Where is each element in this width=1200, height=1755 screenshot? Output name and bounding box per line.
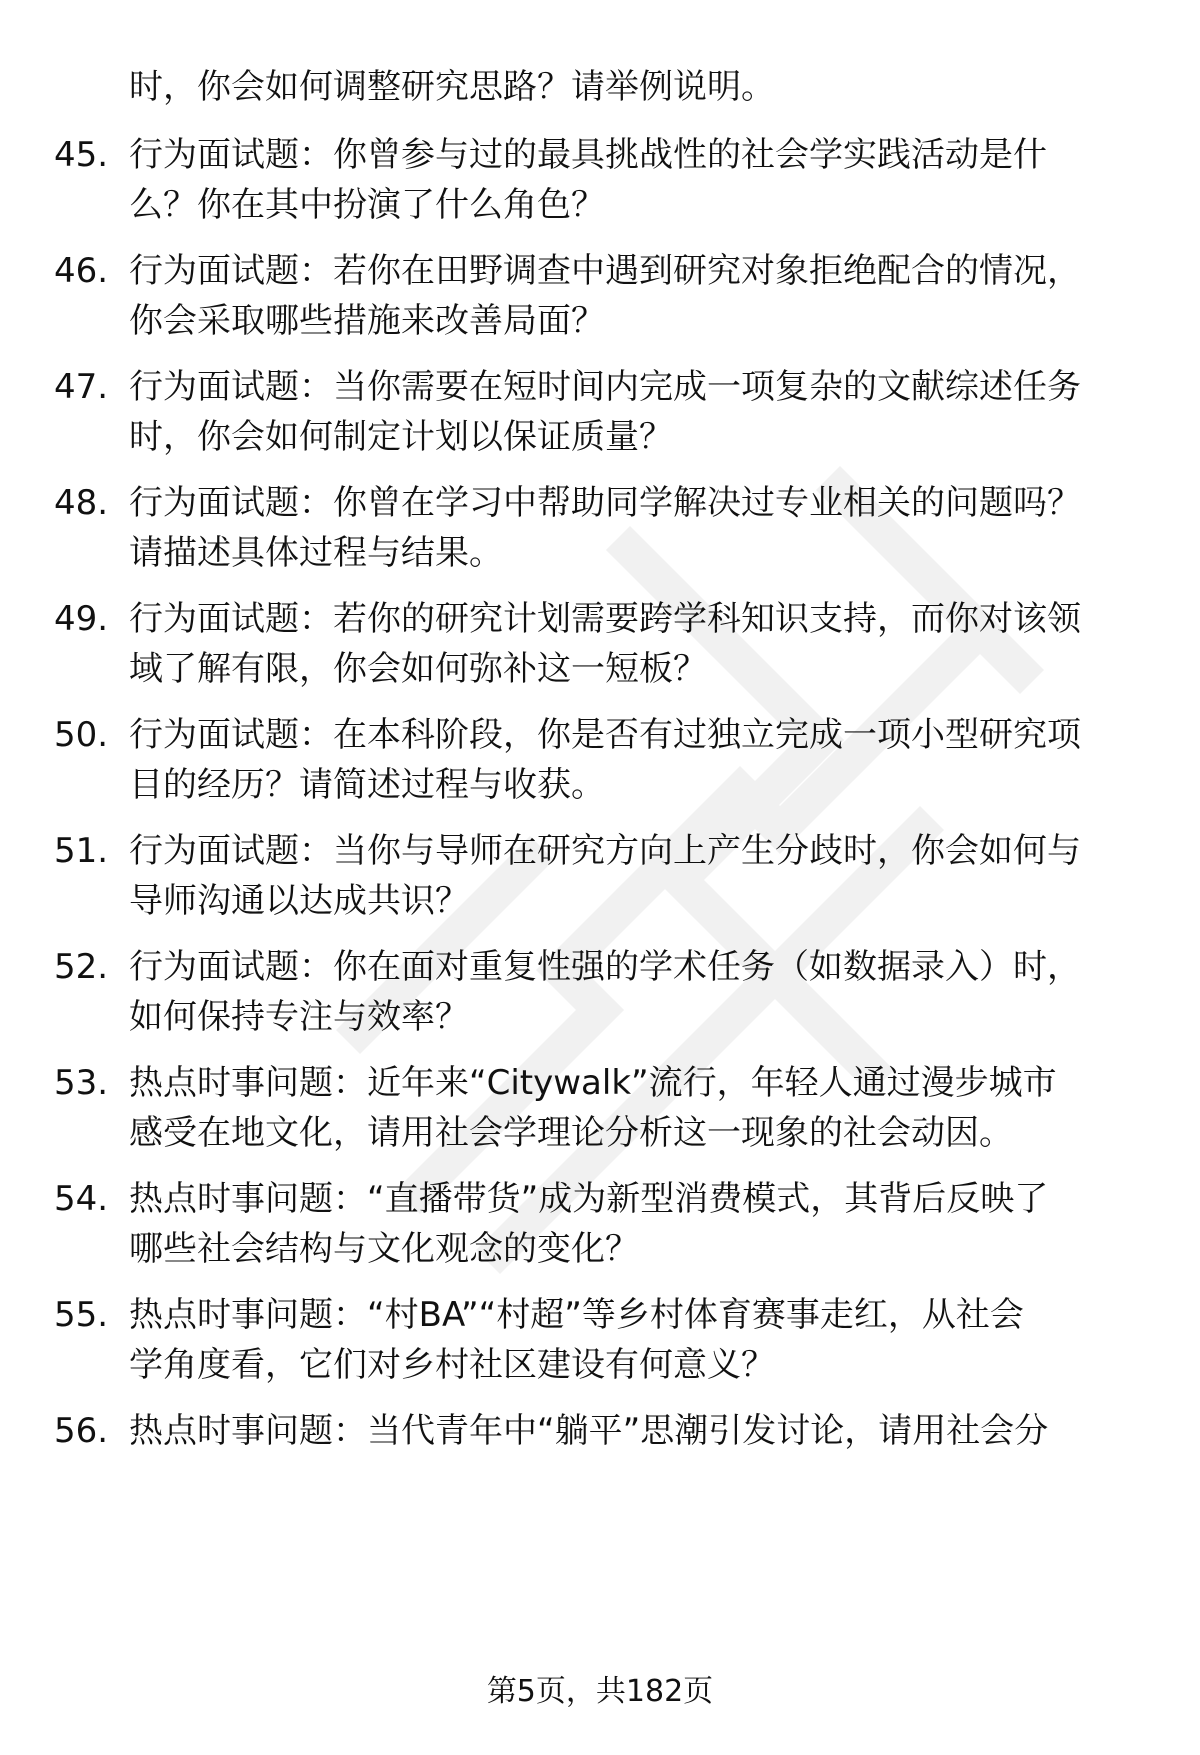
question-item-51	[54, 826, 1154, 926]
question-item-52	[54, 942, 1154, 1042]
question-text-line1: 热点时事问题：当代青年中“躺平”思潮引发讨论，请用社会分	[129, 1411, 1049, 1451]
question-text-line2: 请描述具体过程与结果。	[129, 533, 503, 573]
question-text-line2: 感受在地文化，请用社会学理论分析这一现象的社会动因。	[129, 1113, 1013, 1153]
question-text-line1: 行为面试题：在本科阶段，你是否有过独立完成一项小型研究项	[129, 715, 1081, 755]
question-item-50	[54, 710, 1154, 810]
question-number: 49.	[54, 599, 109, 639]
question-text-line2: 目的经历？请简述过程与收获。	[129, 765, 605, 805]
question-item-49	[54, 594, 1154, 694]
question-text-line1: 行为面试题：当你与导师在研究方向上产生分歧时，你会如何与	[129, 831, 1081, 871]
question-item-55	[54, 1290, 1154, 1390]
question-text-line2: 哪些社会结构与文化观念的变化？	[129, 1229, 639, 1269]
question-item-53	[54, 1058, 1154, 1158]
question-item-56	[54, 1406, 1154, 1506]
question-number: 51.	[54, 831, 109, 871]
question-number: 55.	[54, 1295, 109, 1335]
question-item-46	[54, 246, 1154, 346]
question-text-line1: 行为面试题：你在面对重复性强的学术任务（如数据录入）时，	[129, 947, 1081, 987]
question-text-line2: 学角度看，它们对乡村社区建设有何意义？	[129, 1345, 775, 1385]
question-continuation: 时，你会如何调整研究思路？请举例说明。	[129, 67, 775, 107]
question-text-line2: 导师沟通以达成共识？	[129, 881, 469, 921]
question-item-54	[54, 1174, 1154, 1274]
question-number: 52.	[54, 947, 109, 987]
question-text-line1: 热点时事问题：“直播带货”成为新型消费模式，其背后反映了	[129, 1179, 1049, 1219]
question-text-line2: 如何保持专注与效率？	[129, 997, 469, 1037]
question-number: 47.	[54, 367, 109, 407]
question-text-line2: 域了解有限，你会如何弥补这一短板？	[129, 649, 707, 689]
question-text-line1: 热点时事问题：“村BA”“村超”等乡村体育赛事走红，从社会	[129, 1295, 1024, 1335]
question-text-line1: 热点时事问题：近年来“Citywalk”流行，年轻人通过漫步城市	[129, 1063, 1057, 1103]
question-item-47	[54, 362, 1154, 462]
question-number: 45.	[54, 135, 109, 175]
question-text-line1: 行为面试题：你曾参与过的最具挑战性的社会学实践活动是什	[129, 135, 1047, 175]
question-text-line1: 行为面试题：若你的研究计划需要跨学科知识支持，而你对该领	[129, 599, 1081, 639]
question-number: 54.	[54, 1179, 109, 1219]
question-text-line2: 时，你会如何制定计划以保证质量？	[129, 417, 673, 457]
question-text-line1: 行为面试题：当你需要在短时间内完成一项复杂的文献综述任务	[129, 367, 1081, 407]
question-number: 46.	[54, 251, 109, 291]
question-text-line1: 行为面试题：你曾在学习中帮助同学解决过专业相关的问题吗？	[129, 483, 1081, 523]
question-number: 53.	[54, 1063, 109, 1103]
page-footer: 第5页，共182页	[486, 1674, 714, 1709]
question-number: 56.	[54, 1411, 109, 1451]
question-number: 50.	[54, 715, 109, 755]
question-text-line2: 么？你在其中扮演了什么角色？	[129, 185, 605, 225]
question-text-line2: 你会采取哪些措施来改善局面？	[129, 301, 605, 341]
question-item-45	[54, 130, 1154, 230]
question-item-48	[54, 478, 1154, 578]
question-number: 48.	[54, 483, 109, 523]
question-text-line1: 行为面试题：若你在田野调查中遇到研究对象拒绝配合的情况，	[129, 251, 1081, 291]
